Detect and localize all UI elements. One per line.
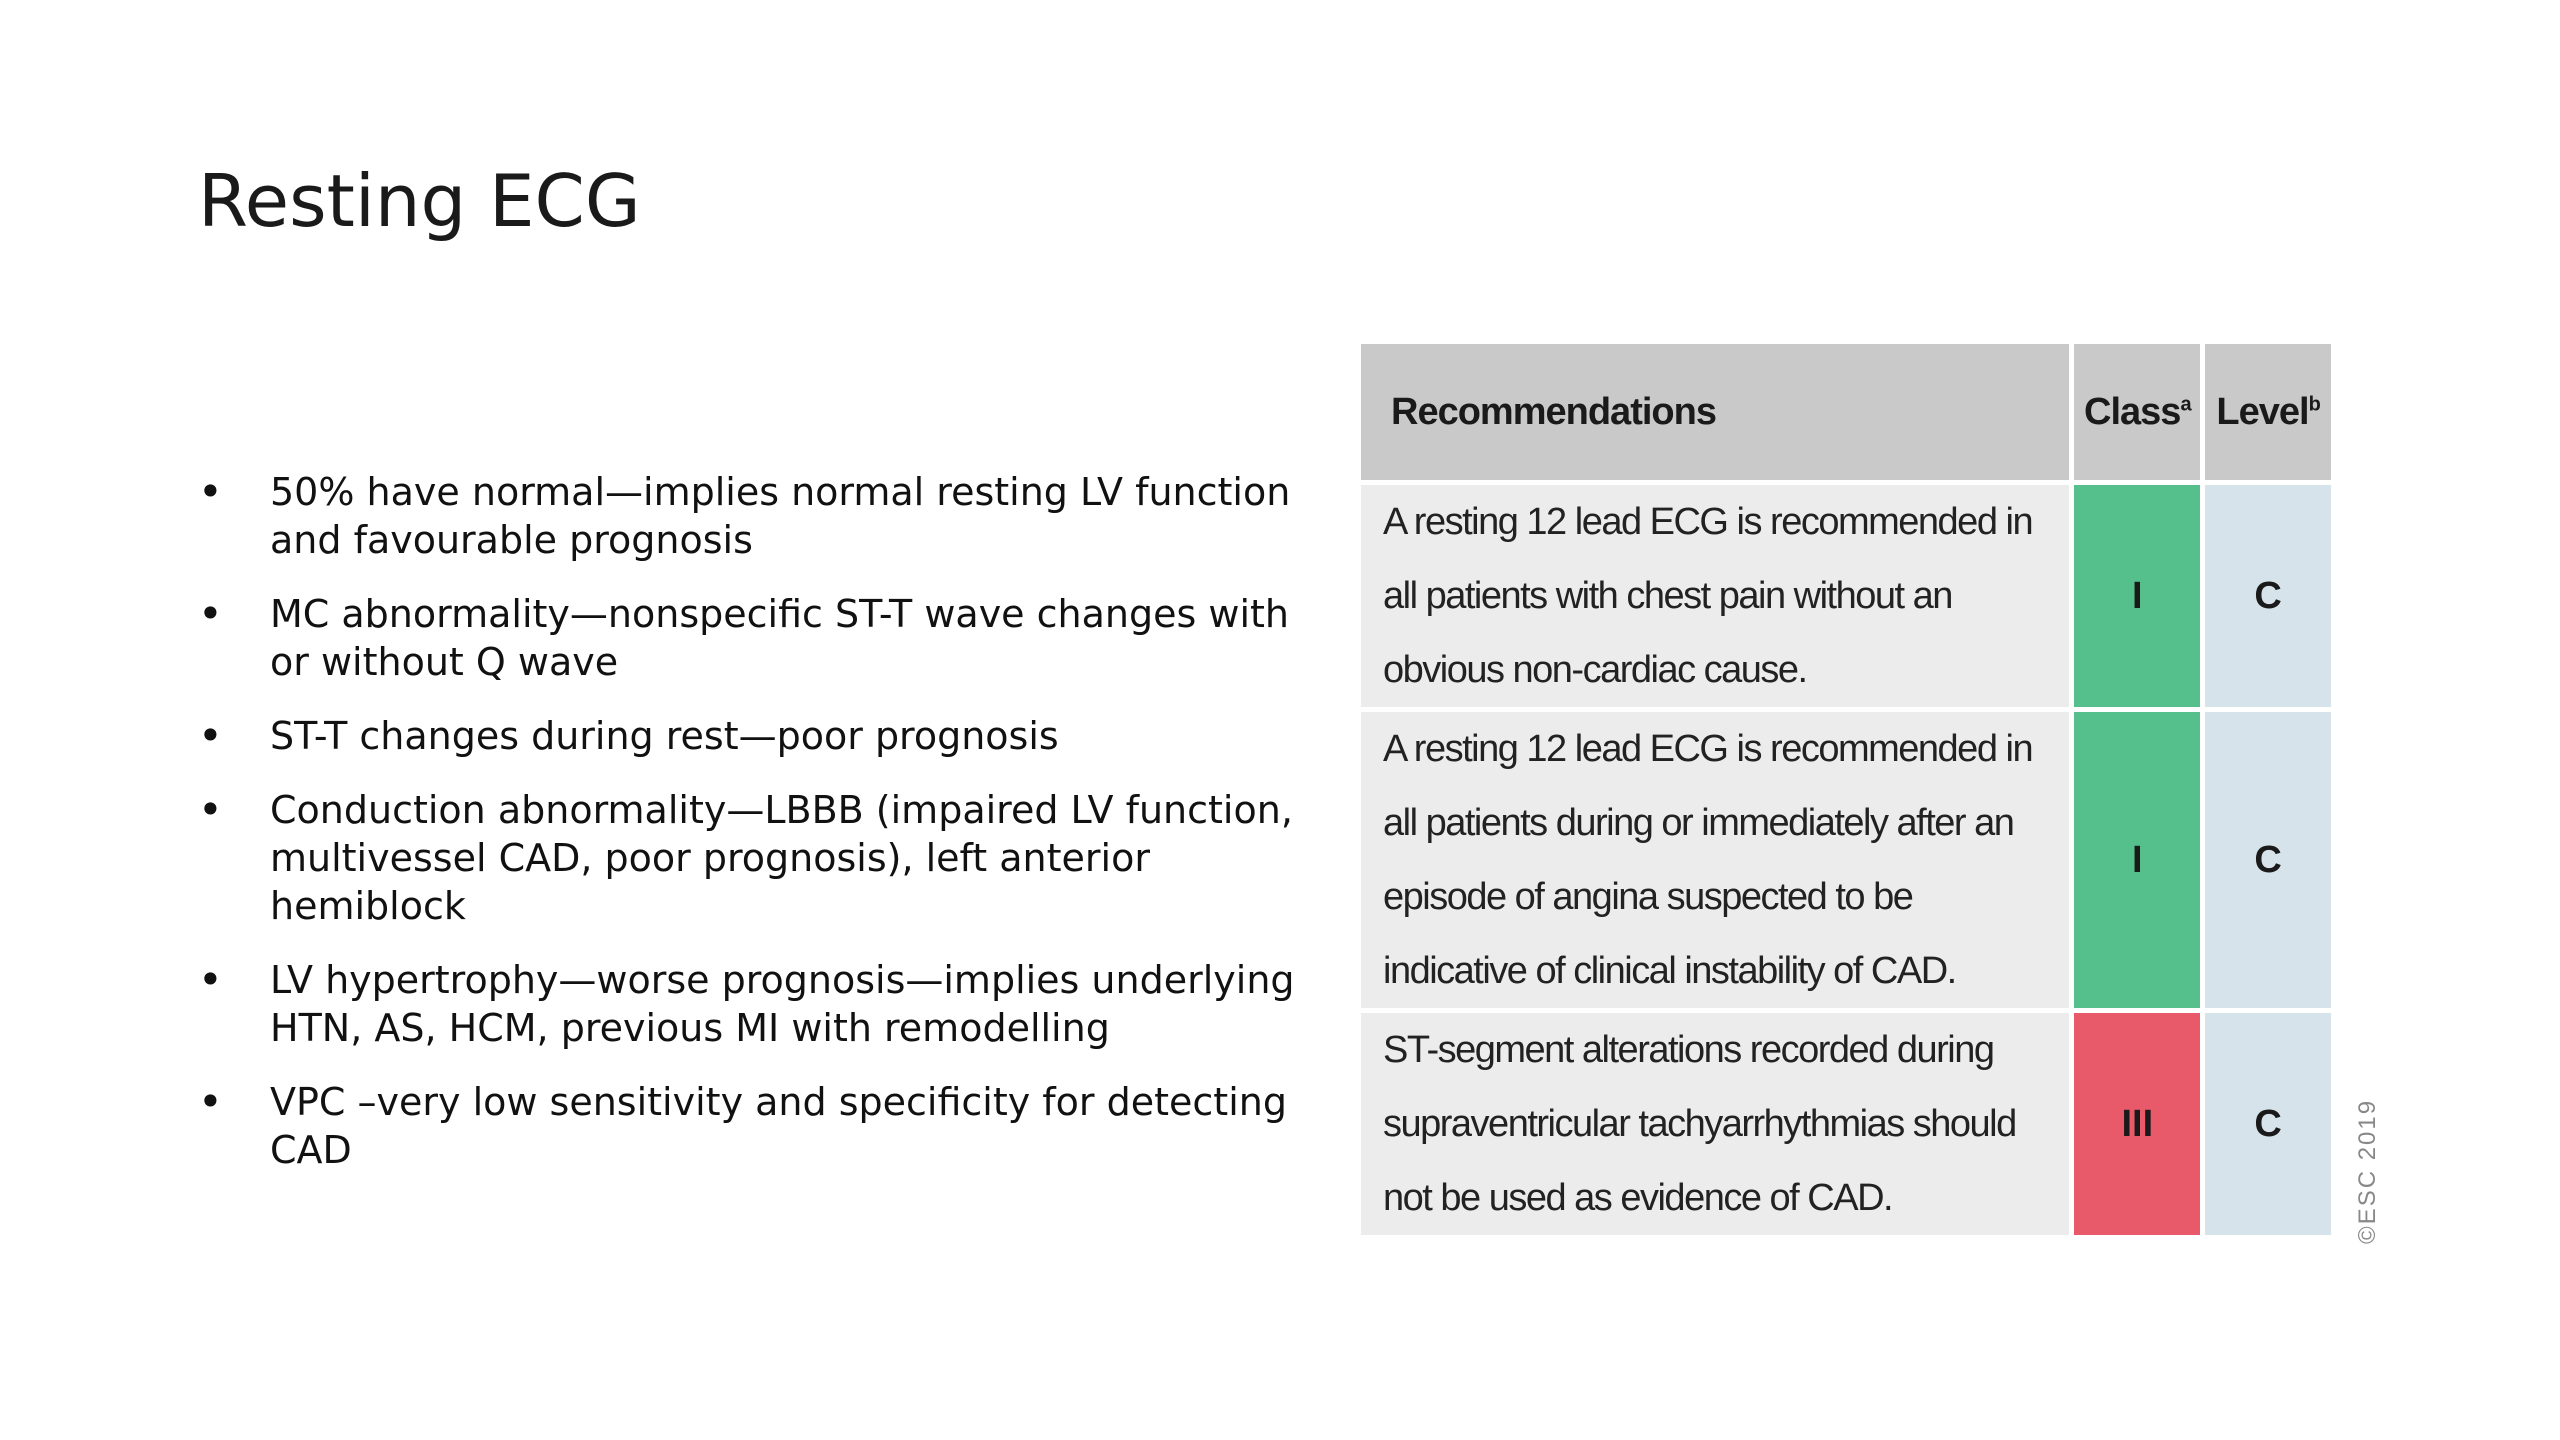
table-header-row	[1361, 344, 2331, 480]
table-row	[1361, 485, 2331, 707]
bullet-item: • 50% have normal—implies normal resting LV function and favourable prognosis	[198, 468, 1308, 564]
copyright-mark: ©ESC 2019	[2354, 1098, 2381, 1244]
bullet-item: • ST-T changes during rest—poor prognosis	[198, 712, 1308, 760]
table-row	[1361, 1013, 2331, 1235]
bullet-item: • Conduction abnormality—LBBB (impaired LV function, multivessel CAD, poor prognosis), left anterior hemiblock	[198, 786, 1308, 930]
level-cell: C	[2205, 712, 2331, 1008]
class-cell: III	[2074, 1013, 2200, 1235]
slide-title: Resting ECG	[198, 159, 641, 243]
recommendation-text: ST-segment alterations recorded during supraventricular tachyarrhythmias should not be used as evidence of CAD.	[1361, 1013, 2069, 1235]
level-cell: C	[2205, 1013, 2331, 1235]
header-class	[2074, 344, 2200, 480]
header-class-footnote: a	[2180, 392, 2191, 415]
table-row	[1361, 712, 2331, 1008]
class-cell: I	[2074, 712, 2200, 1008]
level-cell: C	[2205, 485, 2331, 707]
bullet-list	[198, 468, 1308, 1200]
bullet-item: • LV hypertrophy—worse prognosis—implies underlying HTN, AS, HCM, previous MI with remodelling	[198, 956, 1308, 1052]
class-cell: I	[2074, 485, 2200, 707]
bullet-item: • VPC –very low sensitivity and specificity for detecting CAD	[198, 1078, 1308, 1174]
header-level-label: Level	[2216, 390, 2309, 433]
header-level	[2205, 344, 2331, 480]
header-recommendations	[1361, 344, 2069, 480]
header-class-label: Class	[2084, 390, 2181, 433]
bullet-item: • MC abnormality—nonspecific ST-T wave changes with or without Q wave	[198, 590, 1308, 686]
recommendations-table	[1356, 339, 2336, 1240]
recommendation-text: A resting 12 lead ECG is recommended in all patients with chest pain without an obvious non-cardiac cause.	[1361, 485, 2069, 707]
recommendation-text: A resting 12 lead ECG is recommended in all patients during or immediately after an episode of angina suspected to be indicative of clinical instability of CAD.	[1361, 712, 2069, 1008]
header-level-footnote: b	[2308, 392, 2320, 415]
header-recommendations-label: Recommendations	[1391, 390, 1716, 433]
